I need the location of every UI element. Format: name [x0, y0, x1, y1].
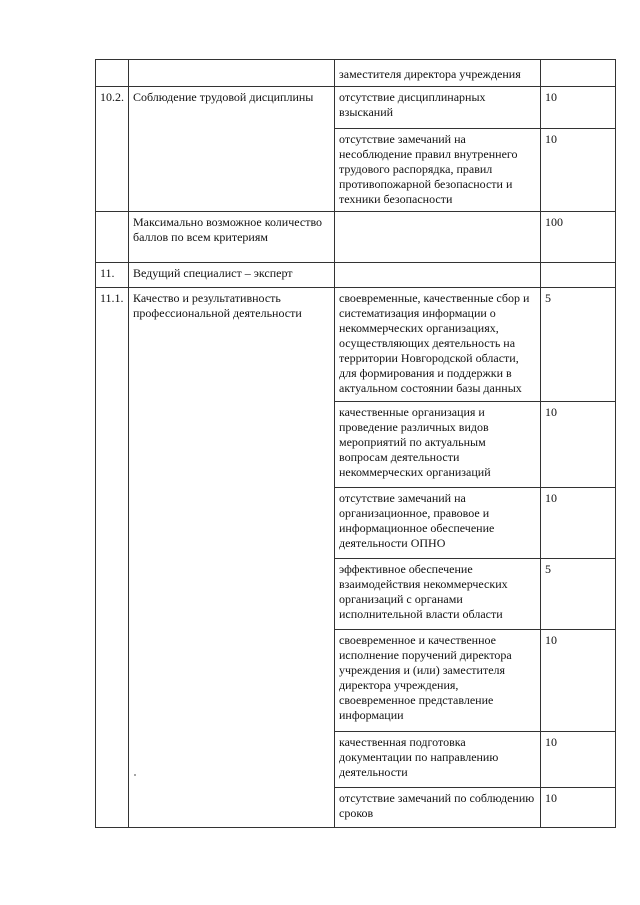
score-value: 5	[541, 288, 616, 402]
score-value: 10	[541, 87, 616, 129]
row-number: 11.1.	[96, 288, 129, 828]
score-value: 10	[541, 402, 616, 488]
indicator-text: отсутствие замечаний по соблюдению сроков	[335, 788, 541, 828]
criterion-name: Ведущий специалист – эксперт	[129, 263, 335, 288]
score-value: 10	[541, 630, 616, 732]
indicator-text	[335, 263, 541, 288]
indicator-text: качественная подготовка документации по направлению деятельности	[335, 732, 541, 788]
score-value	[541, 263, 616, 288]
criterion-name: Максимально возможное количество баллов по всем критериям	[129, 212, 335, 263]
criterion-name	[129, 60, 335, 87]
indicator-text: эффективное обеспечение взаимодействия некоммерческих организаций с органами исполнительной власти области	[335, 559, 541, 630]
table-row	[96, 87, 616, 129]
indicator-text: отсутствие дисциплинарных взысканий	[335, 87, 541, 129]
table-row	[96, 60, 616, 87]
indicator-text: качественные организация и проведение различных видов мероприятий по актуальным вопросам деятельности некоммерческих организаций	[335, 402, 541, 488]
score-value: 5	[541, 559, 616, 630]
score-value: 10	[541, 488, 616, 559]
score-value	[541, 60, 616, 87]
row-number	[96, 60, 129, 87]
score-value: 100	[541, 212, 616, 263]
row-number: 10.2.	[96, 87, 129, 212]
indicator-text	[335, 212, 541, 263]
score-value: 10	[541, 732, 616, 788]
table-row	[96, 288, 616, 402]
table-row	[96, 212, 616, 263]
indicator-text: своевременные, качественные сбор и систематизация информации о некоммерческих организациях, осуществляющих деятельность на территории Новгородской области, для формирования и поддержки в актуальном состоянии базы данных	[335, 288, 541, 402]
indicator-text: отсутствие замечаний на несоблюдение правил внутреннего трудового распорядка, правил противопожарной безопасности и техники безопасности	[335, 129, 541, 212]
scan-speck	[134, 774, 136, 776]
indicator-text: заместителя директора учреждения	[335, 60, 541, 87]
criterion-name: Соблюдение трудовой дисциплины	[129, 87, 335, 212]
table-row	[96, 263, 616, 288]
score-value: 10	[541, 129, 616, 212]
criterion-name: Качество и результативность профессиональной деятельности	[129, 288, 335, 828]
row-number	[96, 212, 129, 263]
indicator-text: своевременное и качественное исполнение поручений директора учреждения и (или) заместителя директора учреждения, своевременное представление информации	[335, 630, 541, 732]
criteria-table	[95, 59, 616, 828]
score-value: 10	[541, 788, 616, 828]
row-number: 11.	[96, 263, 129, 288]
indicator-text: отсутствие замечаний на организационное, правовое и информационное обеспечение деятельности ОПНО	[335, 488, 541, 559]
